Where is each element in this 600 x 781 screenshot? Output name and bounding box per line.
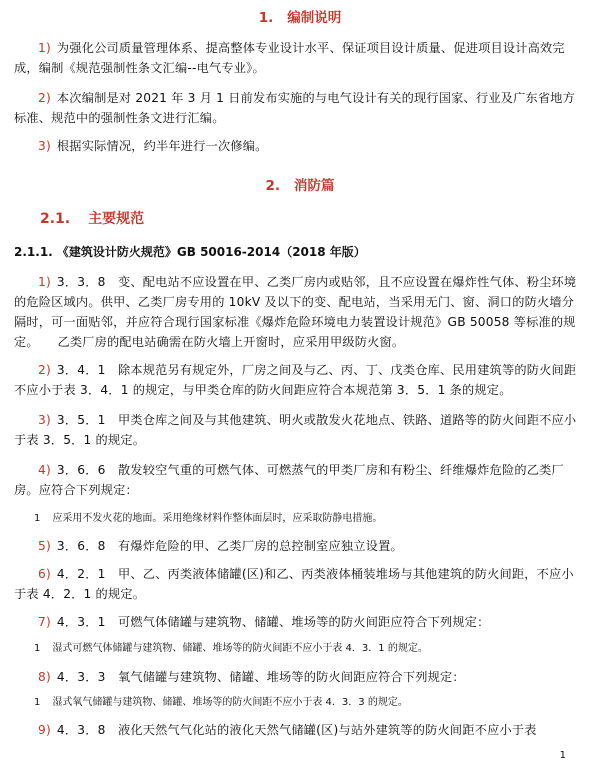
item-number: 9) xyxy=(38,723,51,737)
paragraph-text: 为强化公司质量管理体系、提高整体专业设计水平、保证项目设计质量、促进项目设计高效完成，编制《规范强制性条文汇编--电气专业》。 xyxy=(14,41,565,75)
intro-paragraph-1 xyxy=(14,38,580,78)
paragraph-text: 根据实际情况，约半年进行一次修编。 xyxy=(56,139,268,153)
item-number: 7) xyxy=(38,615,51,629)
sub-item-number: 1 xyxy=(34,697,41,708)
paragraph-text: 4．3．3 氧气储罐与建筑物、储罐、堆场等的防火间距应符合下列规定： xyxy=(56,670,465,684)
paragraph-text: 3．5．1 甲类仓库之间及与其他建筑、明火或散发火花地点、铁路、道路等的防火间距不应小于表 3．5．1 的规定。 xyxy=(14,413,577,447)
clause-item-6 xyxy=(14,564,580,604)
sub-item-text: 湿式氧气储罐与建筑物、储罐、堆场等的防火间距不应小于表 4．3．3 的规定。 xyxy=(52,697,408,708)
sub-item xyxy=(34,696,574,710)
clause-item-5 xyxy=(14,536,580,556)
paragraph-text: 3．6．8 有爆炸危险的甲、乙类厂房的总控制室应独立设置。 xyxy=(56,539,403,553)
sub-item-number: 1 xyxy=(34,643,41,654)
item-number: 3) xyxy=(38,139,51,153)
item-number: 5) xyxy=(38,539,51,553)
sub-item-number: 1 xyxy=(34,513,41,524)
sub-item xyxy=(34,642,574,656)
section-number: 1. xyxy=(258,10,274,26)
paragraph-text: 3．3．8 变、配电站不应设置在甲、乙类厂房内或贴邻，且不应设置在爆炸性气体、粉尘环境的危险区域内。供甲、乙类厂房专用的 10kV 及以下的变、配电站，当采用无门、窗、洞口的防火墙分隔时，可一面贴邻，并应符合现行国家标准《爆炸危险环境电力装置设计规范》GB 50058 等标准的规定。 乙类厂房的配电站确需在防火墙上开窗时，应采用甲级防火窗。 xyxy=(14,275,577,349)
item-number: 2) xyxy=(38,91,51,105)
sub-item-text: 湿式可燃气体储罐与建筑物、储罐、堆场等的防火间距不应小于表 4．3．1 的规定。 xyxy=(52,643,428,654)
section-2-heading xyxy=(0,174,600,194)
clause-item-3 xyxy=(14,410,580,450)
paragraph-text: 本次编制是对 2021 年 3 月 1 日前发布实施的与电气设计有关的现行国家、行业及广东省地方标准、规范中的强制性条文进行汇编。 xyxy=(14,91,576,125)
paragraph-text: 4．3．1 可燃气体储罐与建筑物、储罐、堆场等的防火间距应符合下列规定： xyxy=(56,615,490,629)
clause-item-1 xyxy=(14,272,580,352)
section-title: 消防篇 xyxy=(294,178,335,194)
item-number: 4) xyxy=(38,463,51,477)
paragraph-text: 4．2．1 甲、乙、丙类液体储罐(区)和乙、丙类液体桶装堆场与其他建筑的防火间距，不应小于表 4．2．1 的规定。 xyxy=(14,567,574,601)
paragraph-text: 3．6．6 散发较空气重的可燃气体、可燃蒸气的甲类厂房和有粉尘、纤维爆炸危险的乙类厂房。应符合下列规定： xyxy=(14,463,564,497)
section-2-1-heading xyxy=(40,208,144,228)
intro-paragraph-3 xyxy=(14,136,580,156)
sub-item-text: 应采用不发火花的地面。采用绝缘材料作整体面层时，应采取防静电措施。 xyxy=(52,513,383,524)
sub-item xyxy=(34,512,574,526)
paragraph-text: 3．4．1 除本规范另有规定外，厂房之间及与乙、丙、丁、戊类仓库、民用建筑等的防火间距不应小于表 3．4．1 的规定，与甲类仓库的防火间距应符合本规范第 3．5．1 条的规定。 xyxy=(14,363,577,397)
section-number: 2.1. xyxy=(40,211,71,227)
section-title: 编制说明 xyxy=(287,10,342,26)
clause-item-9 xyxy=(14,720,580,740)
item-number: 6) xyxy=(38,567,51,581)
item-number: 2) xyxy=(38,363,51,377)
clause-item-2 xyxy=(14,360,580,400)
section-title: 主要规范 xyxy=(88,211,145,227)
paragraph-text: 4．3．8 液化天然气气化站的液化天然气储罐(区)与站外建筑等的防火间距不应小于表 xyxy=(56,723,537,737)
page-number: 1 xyxy=(559,750,566,761)
section-2-1-1-heading: 2.1.1. 《建筑设计防火规范》GB 50016-2014（2018 年版） xyxy=(14,245,366,259)
section-1-heading xyxy=(0,6,600,26)
clause-item-7 xyxy=(14,612,580,632)
section-number: 2. xyxy=(265,178,281,194)
intro-paragraph-2 xyxy=(14,88,580,128)
item-number: 3) xyxy=(38,413,51,427)
clause-item-4 xyxy=(14,460,580,500)
item-number: 8) xyxy=(38,670,51,684)
clause-item-8 xyxy=(14,667,580,687)
item-number: 1) xyxy=(38,275,51,289)
item-number: 1) xyxy=(38,41,51,55)
